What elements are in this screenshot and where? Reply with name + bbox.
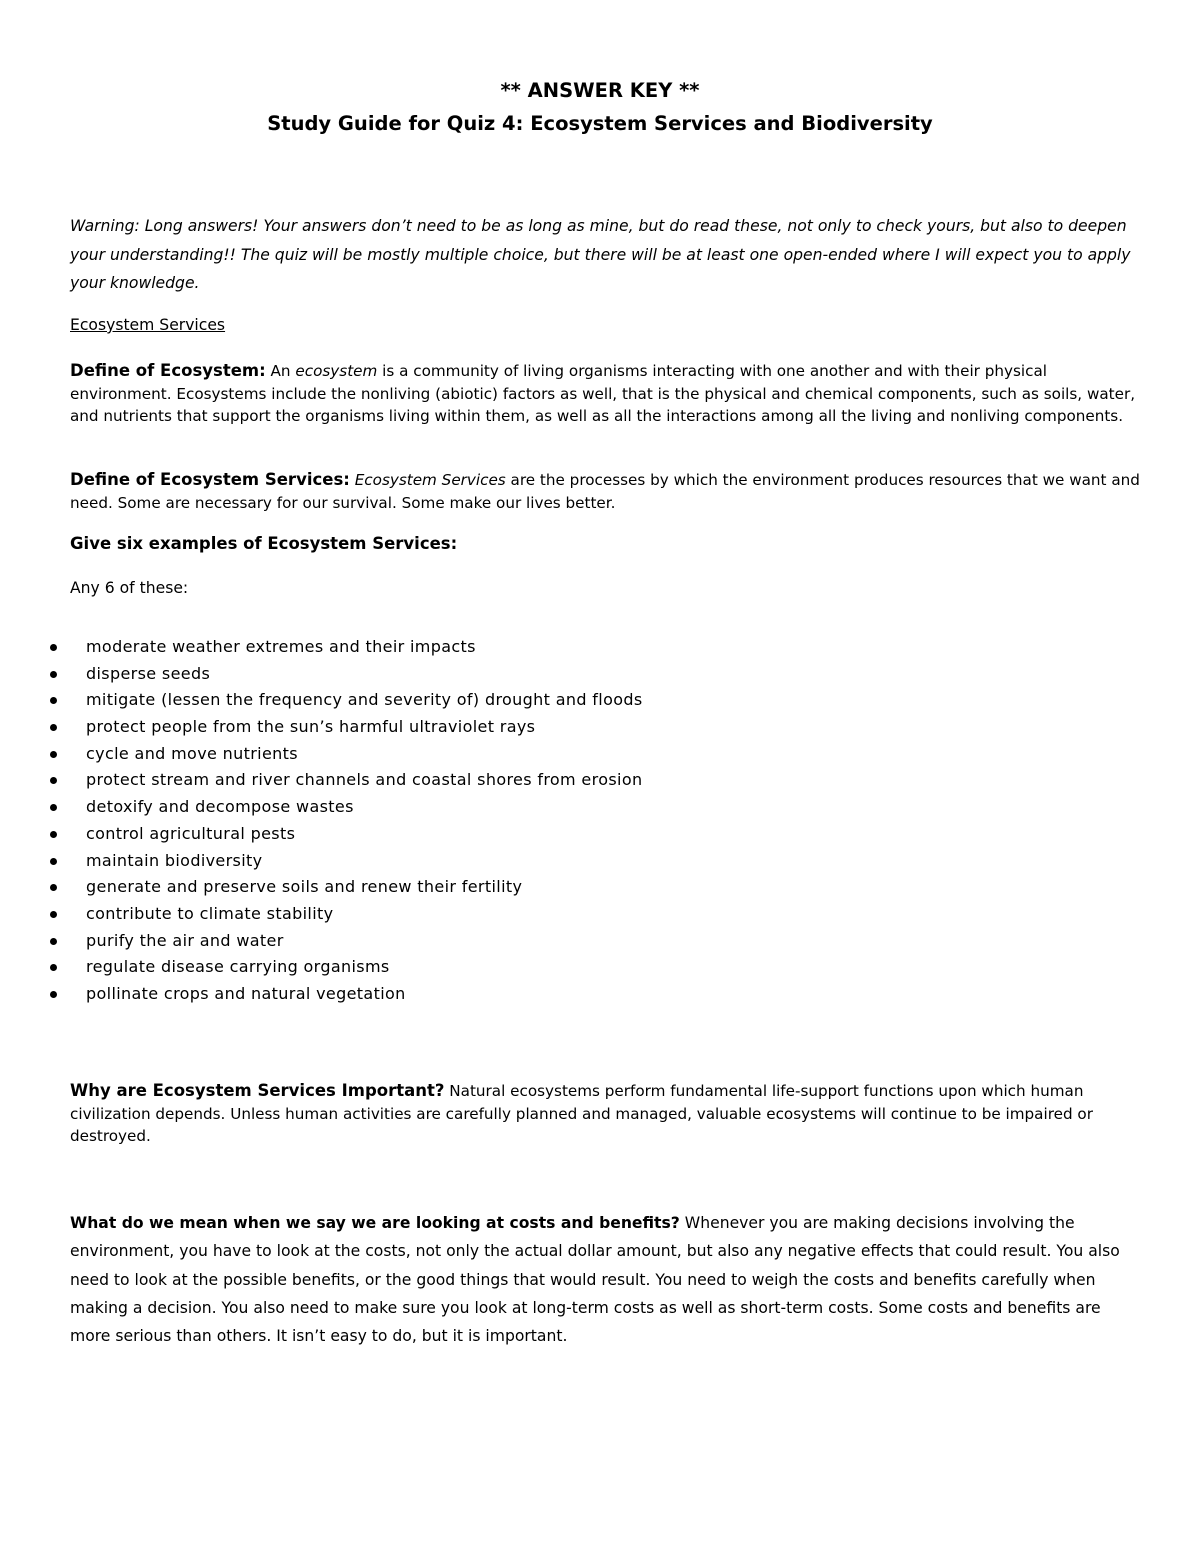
bullet-icon (50, 831, 57, 838)
define-services-label: Define of Ecosystem Services: (70, 470, 350, 489)
list-item (0, 741, 1200, 768)
list-item (0, 634, 1200, 661)
section-heading: Ecosystem Services (70, 316, 226, 334)
bullet-icon (50, 751, 57, 758)
define-services-text: are the processes by which the environment produces resources that we want and need. Some are necessary for our survival. Some make our lives better. (70, 471, 1140, 512)
warning-note: Warning: Long answers! Your answers don’t need to be as long as mine, but do read these, not only to check yours, but also to deepen your understanding!! The quiz will be mostly multiple choice, but there will be at least one open-ended where I will expect you to apply your knowledge. (70, 217, 1131, 292)
list-item-text: pollinate crops and natural vegetation (86, 983, 406, 1003)
why-important-label: Why are Ecosystem Services Important? (70, 1081, 445, 1100)
list-item (0, 821, 1200, 848)
list-item (0, 928, 1200, 955)
examples-intro: Any 6 of these: (70, 579, 189, 597)
define-ecosystem-text: is a community of living organisms interacting with one another and with their physical environment. Ecosystems include the nonliving (abiotic) factors as well, that is the physical and chemical components, such as soils, water, and nutrients that support the organisms living within them, as well as all the interactions among all the living and nonliving components. (70, 362, 1136, 425)
bullet-icon (50, 804, 57, 811)
bullet-icon (50, 777, 57, 784)
bullet-icon (50, 884, 57, 891)
list-item (0, 767, 1200, 794)
define-services-paragraph (70, 469, 1140, 514)
list-item (0, 794, 1200, 821)
bullet-icon (50, 724, 57, 731)
list-item-text: protect stream and river channels and coastal shores from erosion (86, 770, 643, 790)
define-services-term: Ecosystem Services (354, 471, 506, 489)
bullet-icon (50, 964, 57, 971)
bullet-icon (50, 858, 57, 865)
list-item-text: mitigate (lessen the frequency and severity of) drought and floods (86, 690, 643, 710)
list-item-text: control agricultural pests (86, 823, 296, 843)
list-item (0, 954, 1200, 981)
page-title: Study Guide for Quiz 4: Ecosystem Services and Biodiversity (267, 112, 933, 135)
list-item-text: generate and preserve soils and renew their fertility (86, 877, 523, 897)
define-ecosystem-pre: An (270, 362, 296, 380)
list-item (0, 687, 1200, 714)
list-item-text: purify the air and water (86, 930, 284, 950)
bullet-icon (50, 911, 57, 918)
answer-key-heading: ** ANSWER KEY ** (500, 79, 700, 102)
bullet-icon (50, 991, 57, 998)
bullet-icon (50, 644, 57, 651)
list-item-text: cycle and move nutrients (86, 743, 298, 763)
list-item-text: regulate disease carrying organisms (86, 957, 390, 977)
costs-benefits-text: Whenever you are making decisions involving the environment, you have to look at the costs, not only the actual dollar amount, but also any negative effects that could result. You also need to look at the possible benefits, or the good things that would result. You need to weigh the costs and benefits carefully when making a decision. You also need to make sure you look at long-term costs as well as short-term costs. Some costs and benefits are more serious than others. It isn’t easy to do, but it is important. (70, 1214, 1120, 1346)
define-ecosystem-paragraph (70, 360, 1140, 428)
list-item (0, 848, 1200, 875)
list-item-text: maintain biodiversity (86, 850, 263, 870)
services-list (0, 634, 1200, 1008)
title-block (0, 74, 1200, 140)
examples-question: Give six examples of Ecosystem Services: (70, 534, 458, 553)
costs-benefits-paragraph (70, 1209, 1140, 1350)
list-item-text: moderate weather extremes and their impacts (86, 637, 476, 656)
bullet-icon (50, 671, 57, 678)
list-item (0, 714, 1200, 741)
list-item (0, 661, 1200, 688)
list-item-text: disperse seeds (86, 663, 211, 683)
list-item-text: protect people from the sun’s harmful ultraviolet rays (86, 717, 536, 737)
list-item-text: contribute to climate stability (86, 903, 334, 923)
list-item (0, 901, 1200, 928)
bullet-icon (50, 697, 57, 704)
list-item-text: detoxify and decompose wastes (86, 797, 354, 817)
list-item (0, 874, 1200, 901)
bullet-icon (50, 938, 57, 945)
define-ecosystem-term: ecosystem (295, 362, 378, 380)
costs-benefits-label: What do we mean when we say we are looking at costs and benefits? (70, 1214, 680, 1232)
define-ecosystem-label: Define of Ecosystem: (70, 361, 266, 380)
why-important-text: Natural ecosystems perform fundamental life-support functions upon which human civilization depends. Unless human activities are carefully planned and managed, valuable ecosystems will continue to be impaired or destroyed. (70, 1082, 1093, 1145)
list-item (0, 981, 1200, 1008)
why-important-paragraph (70, 1080, 1140, 1148)
